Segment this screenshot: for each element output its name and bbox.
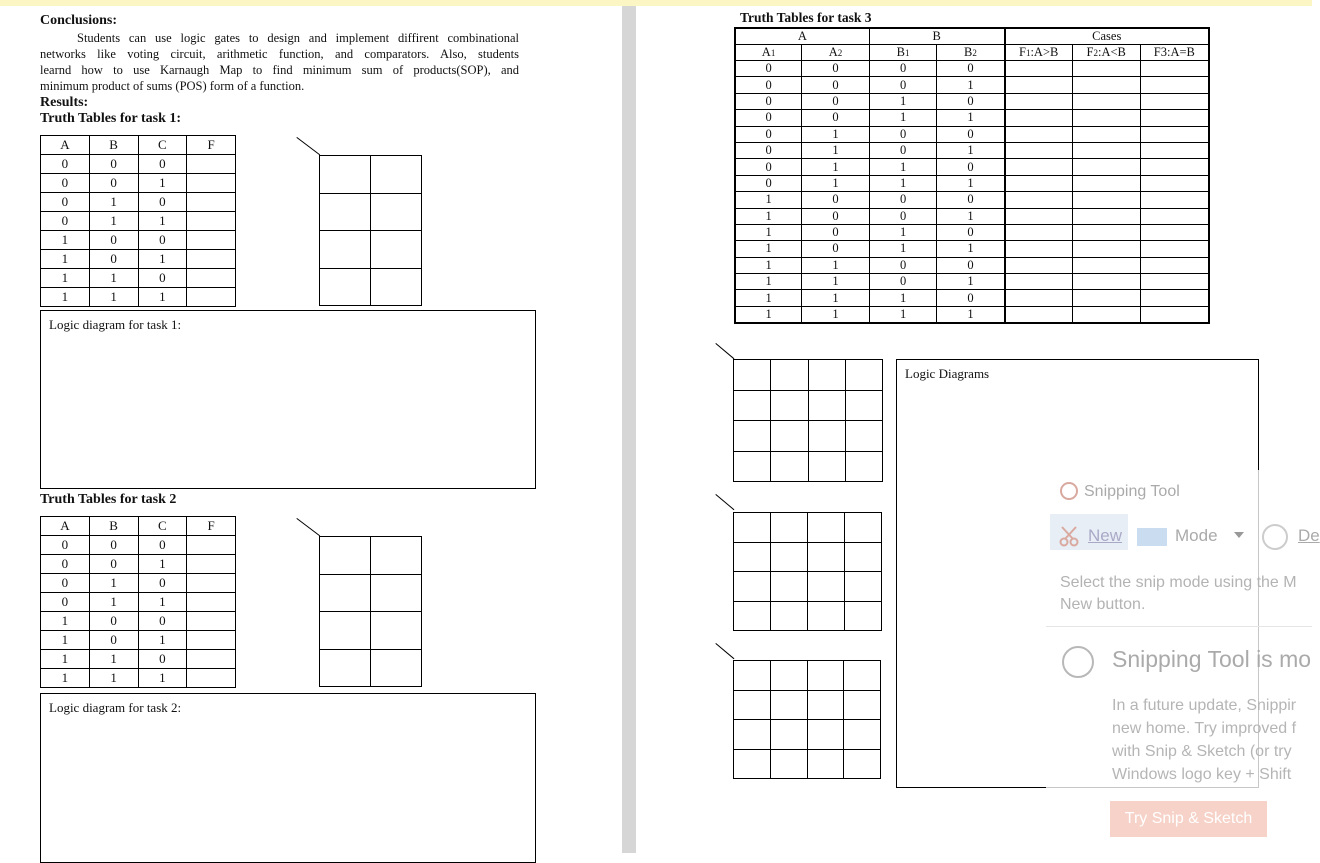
table-row	[735, 257, 1209, 273]
tt-cell: 0	[735, 142, 802, 158]
col-header-f1: F1:A>B	[1005, 45, 1073, 61]
tt-cell: 1	[41, 631, 90, 650]
tt-cell	[1072, 192, 1140, 208]
tt-cell: 1	[138, 174, 187, 193]
tt-cell	[1072, 175, 1140, 191]
tt-cell: 1	[41, 231, 90, 250]
col-header-a1: A1	[735, 45, 802, 61]
tt-cell: 1	[138, 250, 187, 269]
tt-cell: 0	[869, 142, 937, 158]
tt-cell: 0	[41, 193, 90, 212]
logic-diagram-box-task2	[40, 693, 536, 863]
logic-diagram-label: Logic diagram for task 2:	[49, 700, 182, 715]
tt-cell: 0	[735, 77, 802, 93]
tt-cell	[187, 288, 236, 307]
tt-cell	[1005, 175, 1073, 191]
tt-cell	[1005, 61, 1073, 77]
tt-cell: 1	[937, 274, 1005, 290]
tt-cell	[1005, 192, 1073, 208]
table-row	[735, 290, 1209, 306]
group-header-b: B	[869, 28, 1004, 45]
tt-header-cell: C	[138, 136, 187, 155]
tt-cell: 0	[89, 250, 138, 269]
tt-cell: 0	[937, 93, 1005, 109]
snip-sketch-icon	[1062, 646, 1094, 678]
tt-cell: 1	[802, 290, 870, 306]
tt-cell: 0	[41, 174, 90, 193]
group-header-cases: Cases	[1005, 28, 1209, 45]
tt-cell: 1	[41, 669, 90, 688]
conclusions-line: minimum product of sums (POS) form of a function.	[40, 79, 305, 93]
tt-cell	[1072, 208, 1140, 224]
tt-cell	[1072, 290, 1140, 306]
tt-cell: 0	[138, 155, 187, 174]
tt-cell	[1140, 61, 1209, 77]
moving-notice-body: In a future update, Snippir new home. Try improved f with Snip & Sketch (or try Windows logo key + Shift	[1112, 697, 1297, 783]
tt-cell: 0	[735, 126, 802, 142]
tt-cell: 0	[138, 650, 187, 669]
tt-cell	[1072, 257, 1140, 273]
tt-cell	[1140, 241, 1209, 257]
col-header-b2: B2	[937, 45, 1005, 61]
mode-icon	[1137, 528, 1167, 546]
snipping-tool-icon	[1060, 482, 1078, 500]
truth-table-task2	[40, 516, 236, 688]
conclusions-line: learnd how to use Karnaugh Map to find minimum sum of products(SOP), and	[40, 63, 519, 77]
tt-header-cell: B	[89, 136, 138, 155]
tt-cell: 1	[802, 257, 870, 273]
tt-cell	[187, 193, 236, 212]
tt-cell: 1	[869, 110, 937, 126]
tt-cell	[1140, 159, 1209, 175]
table-row	[41, 193, 236, 212]
tt-cell: 0	[937, 126, 1005, 142]
tt-cell	[1072, 224, 1140, 240]
tt-cell: 0	[89, 174, 138, 193]
table-row	[735, 306, 1209, 323]
tt-cell	[1140, 290, 1209, 306]
tt-cell: 0	[869, 126, 937, 142]
tt-cell: 0	[802, 93, 870, 109]
tt-cell: 1	[41, 250, 90, 269]
tt-cell: 1	[89, 650, 138, 669]
tt-cell: 1	[735, 192, 802, 208]
tt-cell: 0	[937, 257, 1005, 273]
tt-cell	[1005, 77, 1073, 93]
tt-cell: 1	[89, 193, 138, 212]
chevron-down-icon[interactable]	[1234, 532, 1244, 538]
tt-cell	[187, 593, 236, 612]
table-row	[41, 574, 236, 593]
tt-cell	[1005, 274, 1073, 290]
moving-notice-title: Snipping Tool is mo	[1112, 646, 1312, 672]
tt-cell: 0	[41, 555, 90, 574]
tt-cell: 1	[937, 208, 1005, 224]
tt-cell: 1	[937, 175, 1005, 191]
table-row	[735, 274, 1209, 290]
tt-cell: 0	[802, 192, 870, 208]
table-row	[735, 77, 1209, 93]
results-heading: Results:	[40, 95, 89, 110]
tt-cell	[187, 536, 236, 555]
tt-cell: 0	[138, 536, 187, 555]
kmap-task3-b	[733, 512, 882, 631]
tt-cell: 0	[937, 61, 1005, 77]
tt-cell	[1140, 208, 1209, 224]
tt-cell: 1	[937, 241, 1005, 257]
tt-cell: 1	[89, 593, 138, 612]
tt-cell	[1140, 257, 1209, 273]
table-row	[41, 631, 236, 650]
page-gutter	[622, 6, 636, 853]
table-row	[41, 669, 236, 688]
tt-cell: 0	[138, 574, 187, 593]
try-snip-sketch-button[interactable]: Try Snip & Sketch	[1110, 801, 1267, 837]
table-row	[41, 269, 236, 288]
tt-cell	[1072, 77, 1140, 93]
tt-cell	[1072, 110, 1140, 126]
tt-cell: 0	[937, 192, 1005, 208]
tt-header-cell: A	[41, 136, 90, 155]
tt-cell: 0	[41, 574, 90, 593]
task1-heading: Truth Tables for task 1:	[40, 111, 182, 126]
truth-table-task1	[40, 135, 236, 307]
tt-cell: 0	[41, 593, 90, 612]
table-row	[735, 126, 1209, 142]
table-row	[735, 93, 1209, 109]
tt-cell: 0	[89, 612, 138, 631]
tt-cell	[1005, 110, 1073, 126]
table-row	[41, 536, 236, 555]
tt-cell	[1072, 142, 1140, 158]
table-row	[735, 224, 1209, 240]
logic-diagrams-label: Logic Diagrams	[905, 366, 990, 381]
tt-cell: 1	[869, 306, 937, 323]
table-row	[41, 250, 236, 269]
tt-cell	[187, 669, 236, 688]
table-row	[41, 231, 236, 250]
tt-cell	[1005, 290, 1073, 306]
tt-cell: 0	[937, 224, 1005, 240]
tt-cell: 0	[138, 269, 187, 288]
tt-cell: 1	[937, 77, 1005, 93]
logic-diagram-label: Logic diagram for task 1:	[49, 317, 182, 332]
tt-cell	[1140, 306, 1209, 323]
scissors-icon	[1058, 524, 1082, 548]
new-snip-label[interactable]: New	[1088, 526, 1123, 545]
tt-cell	[187, 631, 236, 650]
delay-button[interactable]: De	[1298, 526, 1320, 545]
tt-cell: 1	[41, 612, 90, 631]
tt-cell	[1072, 241, 1140, 257]
tt-cell: 1	[138, 212, 187, 231]
table-row	[735, 61, 1209, 77]
kmap-task3-a	[733, 359, 883, 482]
table-row	[41, 288, 236, 307]
tt-cell: 1	[89, 288, 138, 307]
tt-cell: 1	[138, 631, 187, 650]
tt-cell: 0	[41, 536, 90, 555]
tt-header-cell: F	[187, 136, 236, 155]
task2-heading: Truth Tables for task 2	[40, 492, 177, 507]
tt-cell: 1	[937, 142, 1005, 158]
tt-cell	[187, 612, 236, 631]
tt-cell: 0	[869, 208, 937, 224]
tt-cell	[1005, 208, 1073, 224]
tt-cell: 1	[89, 669, 138, 688]
tt-cell	[1140, 77, 1209, 93]
table-row	[41, 650, 236, 669]
table-row	[735, 142, 1209, 158]
tt-cell	[1140, 142, 1209, 158]
tt-cell	[1072, 306, 1140, 323]
logic-diagram-box-task1	[40, 310, 536, 489]
tt-cell	[187, 250, 236, 269]
tt-cell: 0	[41, 212, 90, 231]
snipping-tool-title: Snipping Tool	[1084, 483, 1180, 500]
tt-cell	[187, 155, 236, 174]
tt-cell: 0	[869, 192, 937, 208]
tt-cell: 0	[89, 555, 138, 574]
tt-cell: 0	[802, 241, 870, 257]
tt-cell: 0	[802, 208, 870, 224]
table-row	[735, 159, 1209, 175]
tt-cell: 0	[937, 290, 1005, 306]
tt-cell: 0	[89, 231, 138, 250]
tt-cell: 0	[869, 274, 937, 290]
tt-cell: 1	[89, 212, 138, 231]
col-header-b1: B1	[869, 45, 937, 61]
tt-cell: 1	[89, 269, 138, 288]
col-header-f3: F3:A=B	[1140, 45, 1209, 61]
tt-cell: 0	[89, 536, 138, 555]
tt-cell: 1	[937, 110, 1005, 126]
tt-cell: 1	[802, 306, 870, 323]
tt-cell: 0	[735, 110, 802, 126]
kmap-task3-c	[733, 660, 881, 779]
table-row	[41, 555, 236, 574]
tt-cell: 1	[138, 288, 187, 307]
tt-cell: 0	[869, 77, 937, 93]
tt-cell: 1	[802, 159, 870, 175]
tt-cell: 0	[802, 110, 870, 126]
tt-cell: 1	[869, 159, 937, 175]
tt-cell	[1005, 306, 1073, 323]
tt-cell	[1140, 274, 1209, 290]
tt-cell: 0	[89, 631, 138, 650]
conclusions-heading: Conclusions:	[40, 13, 118, 28]
tt-cell	[1005, 126, 1073, 142]
tt-cell	[1140, 224, 1209, 240]
tt-cell: 0	[937, 159, 1005, 175]
tt-cell: 1	[89, 574, 138, 593]
conclusions-line: networks like voting circuit, arithmetic function, and comparators. Also, students	[40, 47, 519, 61]
tt-cell: 1	[802, 126, 870, 142]
tt-cell	[1140, 175, 1209, 191]
tt-cell: 1	[735, 257, 802, 273]
kmap-task2	[319, 536, 422, 687]
tt-cell: 0	[41, 155, 90, 174]
table-row	[41, 155, 236, 174]
table-row	[41, 612, 236, 631]
tt-cell: 1	[869, 175, 937, 191]
tt-cell: 0	[735, 61, 802, 77]
tt-cell: 1	[735, 208, 802, 224]
tt-cell	[1072, 274, 1140, 290]
tt-header-cell: B	[89, 517, 138, 536]
tt-cell: 1	[937, 306, 1005, 323]
tt-cell	[1005, 241, 1073, 257]
tt-cell: 1	[735, 290, 802, 306]
tt-cell	[187, 174, 236, 193]
tt-cell: 1	[138, 669, 187, 688]
tt-cell	[187, 555, 236, 574]
tt-cell: 1	[735, 274, 802, 290]
tt-cell: 0	[802, 77, 870, 93]
tt-cell	[1005, 224, 1073, 240]
table-row	[735, 192, 1209, 208]
table-row	[735, 241, 1209, 257]
tt-cell: 0	[869, 61, 937, 77]
snipping-tool-window[interactable]	[1046, 470, 1320, 853]
tt-header-cell: F	[187, 517, 236, 536]
divider	[1046, 626, 1312, 627]
tt-cell	[1072, 93, 1140, 109]
tt-cell	[187, 650, 236, 669]
tt-cell	[1140, 110, 1209, 126]
tt-cell: 1	[869, 93, 937, 109]
tt-cell	[1140, 126, 1209, 142]
table-row	[41, 174, 236, 193]
col-header-a2: A2	[802, 45, 870, 61]
tt-cell: 0	[735, 159, 802, 175]
tt-cell: 0	[735, 175, 802, 191]
tt-cell: 1	[138, 593, 187, 612]
tt-cell: 0	[802, 224, 870, 240]
tt-cell	[1072, 61, 1140, 77]
tt-cell: 1	[735, 306, 802, 323]
tt-cell	[1140, 192, 1209, 208]
tt-cell	[1005, 159, 1073, 175]
tt-header-cell: A	[41, 517, 90, 536]
table-row	[735, 208, 1209, 224]
kmap-task1	[319, 155, 422, 306]
tt-header-cell: C	[138, 517, 187, 536]
tt-cell: 0	[138, 231, 187, 250]
tt-cell	[187, 269, 236, 288]
col-header-f2: F2:A<B	[1072, 45, 1140, 61]
tt-cell: 0	[802, 61, 870, 77]
conclusions-line: Students can use logic gates to design and implement diffirent combinational	[77, 31, 519, 45]
tt-cell: 1	[41, 650, 90, 669]
table-row	[735, 175, 1209, 191]
tt-cell: 1	[802, 274, 870, 290]
mode-button[interactable]: Mode	[1175, 526, 1218, 545]
tt-cell: 0	[138, 612, 187, 631]
tt-cell: 0	[89, 155, 138, 174]
tt-cell: 1	[802, 175, 870, 191]
tt-cell: 1	[735, 241, 802, 257]
table-row	[41, 593, 236, 612]
snip-instruction: Select the snip mode using the M New button.	[1060, 574, 1297, 613]
tt-cell	[1005, 257, 1073, 273]
tt-cell: 1	[735, 224, 802, 240]
truth-table-task3	[734, 27, 1210, 324]
task3-heading: Truth Tables for task 3	[740, 10, 872, 25]
tt-cell	[1072, 126, 1140, 142]
tt-cell	[1005, 142, 1073, 158]
tt-cell	[1072, 159, 1140, 175]
tt-cell	[187, 212, 236, 231]
tt-cell: 0	[138, 193, 187, 212]
tt-cell	[187, 231, 236, 250]
table-row	[735, 110, 1209, 126]
tt-cell	[1005, 93, 1073, 109]
tt-cell: 1	[41, 269, 90, 288]
table-row	[41, 212, 236, 231]
tt-cell: 0	[869, 257, 937, 273]
tt-cell: 0	[735, 93, 802, 109]
clock-icon	[1262, 524, 1288, 550]
tt-cell	[187, 574, 236, 593]
tt-cell: 1	[802, 142, 870, 158]
tt-cell: 1	[138, 555, 187, 574]
conclusions-paragraph	[40, 30, 519, 94]
tt-cell: 1	[869, 290, 937, 306]
group-header-a: A	[735, 28, 869, 45]
tt-cell: 1	[869, 241, 937, 257]
tt-cell	[1140, 93, 1209, 109]
tt-cell: 1	[41, 288, 90, 307]
tt-cell: 1	[869, 224, 937, 240]
